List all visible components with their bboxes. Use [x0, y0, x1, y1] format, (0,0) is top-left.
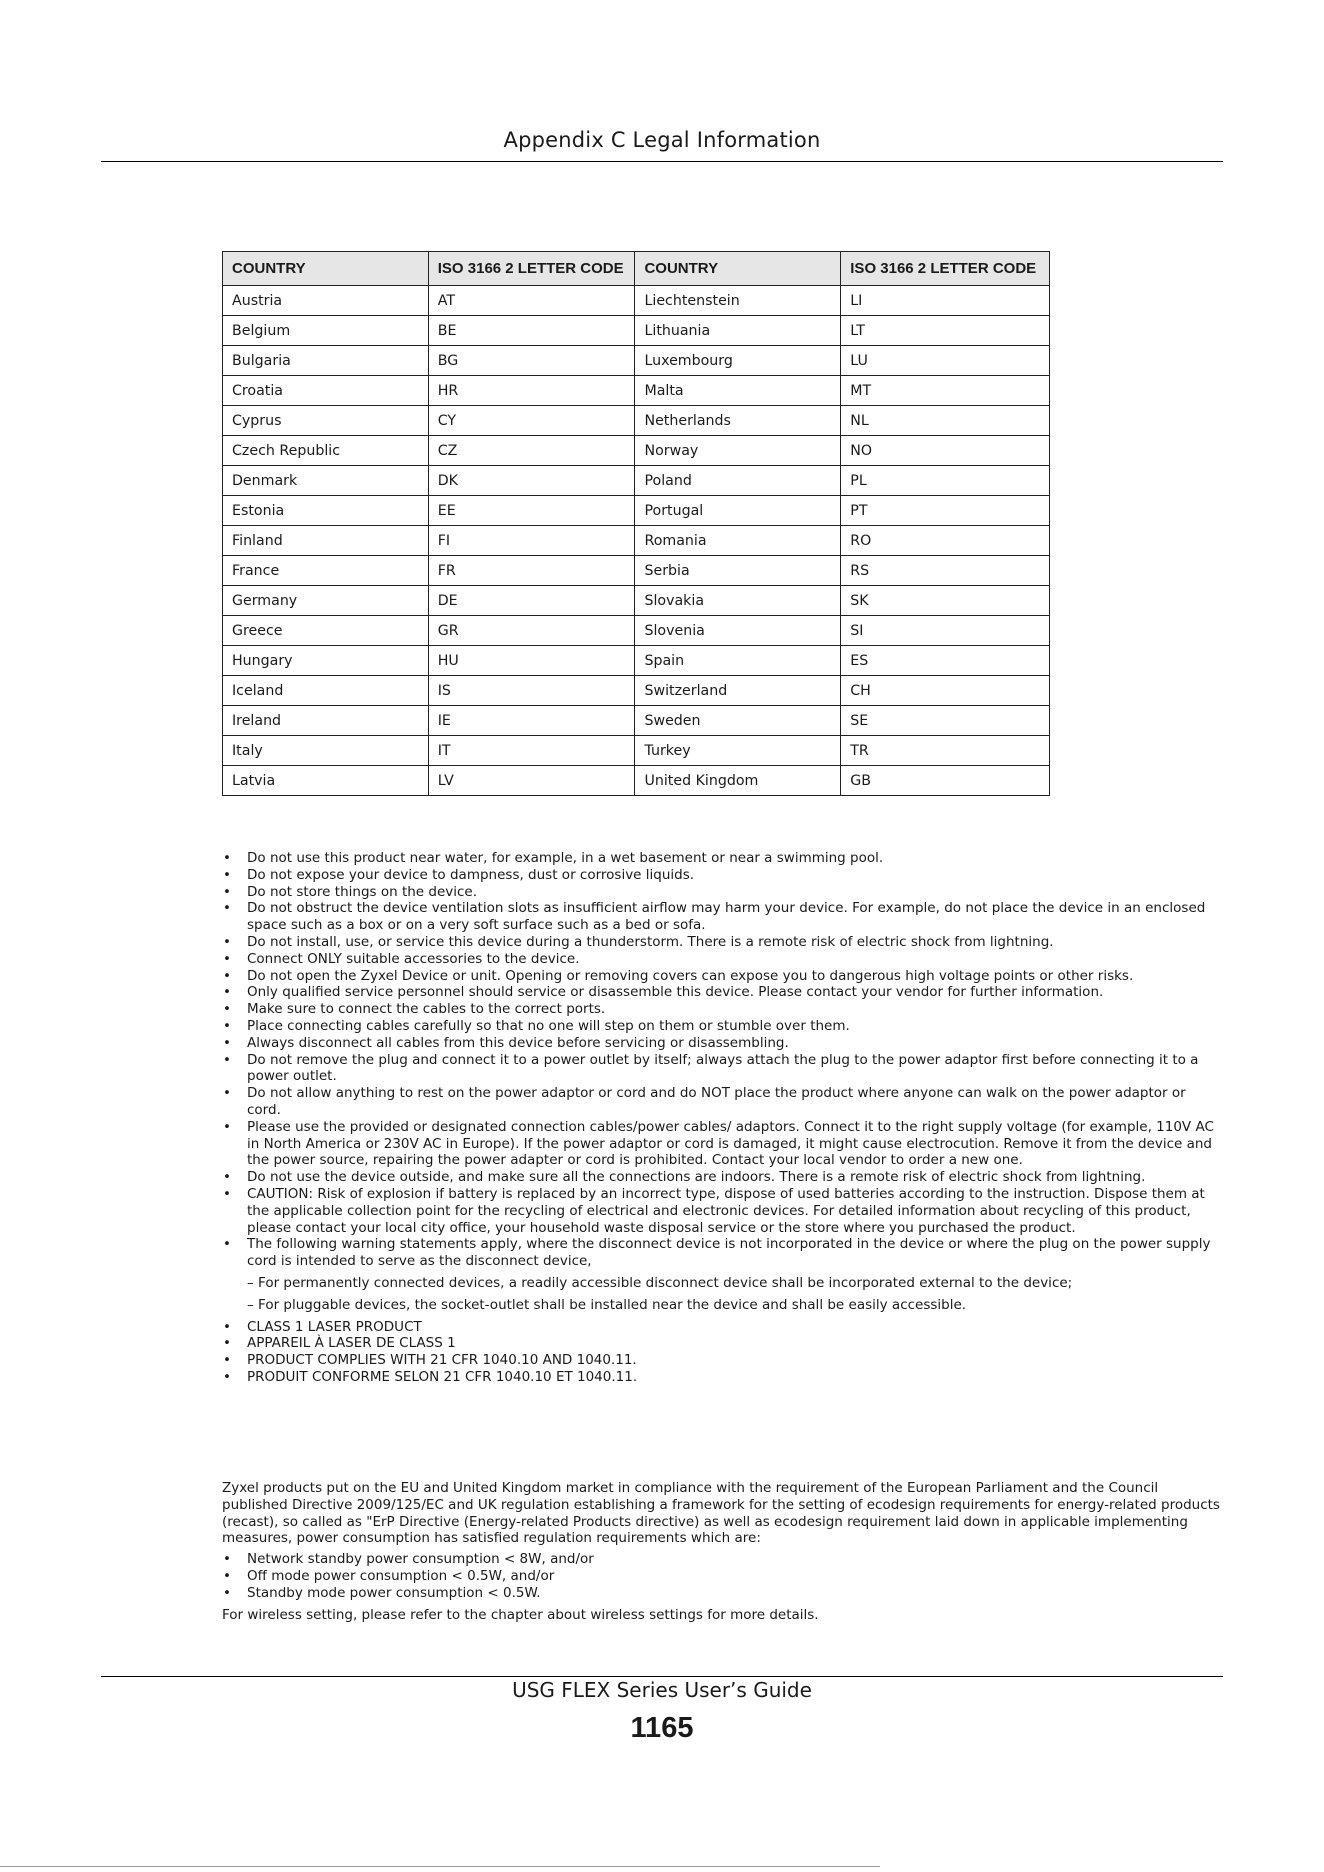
list-item: • Always disconnect all cables from this device before servicing or disassembling. — [222, 1035, 1222, 1052]
list-item: • The following warning statements apply, where the disconnect device is not incorporated in the device or where the plug on the power supply cord is intended to serve as the disconnect device, — [222, 1236, 1222, 1270]
page-header-title: Appendix C Legal Information — [503, 128, 821, 152]
table-row — [223, 346, 1050, 376]
country-cell: Luxembourg — [635, 346, 841, 376]
iso-code-cell: FR — [428, 556, 635, 586]
iso-code-cell: RO — [841, 526, 1050, 556]
erp-section — [222, 1480, 1222, 1627]
iso-code-cell: NO — [841, 436, 1050, 466]
table-row — [223, 706, 1050, 736]
iso-code-cell: MT — [841, 376, 1050, 406]
list-item: • Do not use the device outside, and make sure all the connections are indoors. There is a remote risk of electric shock from lightning. — [222, 1169, 1222, 1186]
iso-code-cell: GB — [841, 766, 1050, 796]
disconnect-note: – For permanently connected devices, a readily accessible disconnect device shall be incorporated external to the device; — [247, 1274, 1073, 1291]
list-item: • Place connecting cables carefully so that no one will step on them or stumble over them. — [222, 1018, 1222, 1035]
country-cell: Turkey — [635, 736, 841, 766]
table-row — [223, 586, 1050, 616]
iso-code-cell: FI — [428, 526, 635, 556]
iso-code-cell: TR — [841, 736, 1050, 766]
table-row — [223, 526, 1050, 556]
list-item: • Do not use this product near water, for example, in a wet basement or near a swimming pool. — [222, 850, 1222, 867]
country-cell: Hungary — [223, 646, 429, 676]
table-row — [223, 496, 1050, 526]
list-item: • Do not remove the plug and connect it to a power outlet by itself; always attach the plug to the power adaptor first before connecting it to a power outlet. — [222, 1052, 1222, 1086]
iso-code-cell: ES — [841, 646, 1050, 676]
column-header-country: COUNTRY — [635, 252, 841, 286]
country-cell: Croatia — [223, 376, 429, 406]
iso-code-cell: RS — [841, 556, 1050, 586]
list-item: • Do not open the Zyxel Device or unit. Opening or removing covers can expose you to dangerous high voltage points or other risks. — [222, 968, 1222, 985]
iso-code-cell: LT — [841, 316, 1050, 346]
list-item: • Network standby power consumption < 8W, and/or — [222, 1551, 1222, 1568]
list-item: • PRODUCT COMPLIES WITH 21 CFR 1040.10 AND 1040.11. — [222, 1352, 1222, 1369]
iso-code-cell: PT — [841, 496, 1050, 526]
list-item: • Standby mode power consumption < 0.5W. — [222, 1585, 1222, 1602]
iso-code-cell: EE — [428, 496, 635, 526]
safety-warnings-list — [222, 850, 1222, 1386]
country-cell: Netherlands — [635, 406, 841, 436]
country-cell: Greece — [223, 616, 429, 646]
iso-code-cell: CZ — [428, 436, 635, 466]
table-row — [223, 376, 1050, 406]
country-cell: Austria — [223, 286, 429, 316]
iso-code-cell: LI — [841, 286, 1050, 316]
country-cell: Slovenia — [635, 616, 841, 646]
footer-guide-title: USG FLEX Series User’s Guide — [512, 1678, 812, 1702]
list-item: • Do not allow anything to rest on the power adaptor or cord and do NOT place the product where anyone can walk on the power adaptor or cord. — [222, 1085, 1222, 1119]
country-cell: Spain — [635, 646, 841, 676]
country-cell: Portugal — [635, 496, 841, 526]
table-row — [223, 406, 1050, 436]
table-row — [223, 766, 1050, 796]
page-number: 1165 — [630, 1712, 694, 1744]
table-row — [223, 316, 1050, 346]
table-header-row — [223, 252, 1050, 286]
list-item: • PRODUIT CONFORME SELON 21 CFR 1040.10 ET 1040.11. — [222, 1369, 1222, 1386]
list-item: • Only qualified service personnel should service or disassemble this device. Please contact your vendor for further information. — [222, 984, 1222, 1001]
country-table-body — [223, 286, 1050, 796]
country-cell: Cyprus — [223, 406, 429, 436]
column-header-iso-code: ISO 3166 2 LETTER CODE — [428, 252, 635, 286]
list-item: • Do not obstruct the device ventilation slots as insufficient airflow may harm your device. For example, do not place the device in an enclosed space such as a box or on a very soft surface such as a bed or sofa. — [222, 900, 1222, 934]
country-cell: Denmark — [223, 466, 429, 496]
column-header-iso-code: ISO 3166 2 LETTER CODE — [841, 252, 1050, 286]
iso-code-cell: HU — [428, 646, 635, 676]
iso-code-cell: IT — [428, 736, 635, 766]
iso-code-cell: GR — [428, 616, 635, 646]
table-row — [223, 556, 1050, 586]
country-cell: Czech Republic — [223, 436, 429, 466]
iso-code-cell: SE — [841, 706, 1050, 736]
country-cell: Lithuania — [635, 316, 841, 346]
country-cell: Latvia — [223, 766, 429, 796]
table-row — [223, 466, 1050, 496]
country-cell: Slovakia — [635, 586, 841, 616]
table-row — [223, 436, 1050, 466]
erp-intro: Zyxel products put on the EU and United Kingdom market in compliance with the requirement of the European Parliament and the Council published Directive 2009/125/EC and UK regulation establishing a framework for the setting of ecodesign requirements for energy-related products (recast), so called as "ErP Directive (Energy-related Products directive) as well as ecodesign requirement laid down in applicable implementing measures, power consumption has satisfied regulation requirements which are: — [222, 1480, 1220, 1547]
table-row — [223, 616, 1050, 646]
iso-code-cell: SK — [841, 586, 1050, 616]
country-cell: Norway — [635, 436, 841, 466]
country-cell: Italy — [223, 736, 429, 766]
list-item: • Do not install, use, or service this device during a thunderstorm. There is a remote risk of electric shock from lightning. — [222, 934, 1222, 951]
list-item: • Do not store things on the device. — [222, 884, 1222, 901]
iso-code-cell: CH — [841, 676, 1050, 706]
country-cell: Serbia — [635, 556, 841, 586]
iso-code-cell: BG — [428, 346, 635, 376]
iso-code-cell: SI — [841, 616, 1050, 646]
list-item: • APPAREIL À LASER DE CLASS 1 — [222, 1335, 1222, 1352]
erp-requirements-list — [222, 1551, 1222, 1601]
erp-closing: For wireless setting, please refer to the chapter about wireless settings for more details. — [222, 1606, 819, 1623]
column-header-country: COUNTRY — [223, 252, 429, 286]
list-item: • CAUTION: Risk of explosion if battery is replaced by an incorrect type, dispose of used batteries according to the instruction. Dispose them at the applicable collection point for the recycling of electrical and electronic devices. For detailed information about recycling of this product, please contact your local city office, your household waste disposal service or the store where you purchased the product. — [222, 1186, 1222, 1236]
safety-warnings-section — [222, 850, 1222, 1386]
iso-code-cell: BE — [428, 316, 635, 346]
table-row — [223, 646, 1050, 676]
iso-code-cell: HR — [428, 376, 635, 406]
country-cell: Germany — [223, 586, 429, 616]
country-cell: Iceland — [223, 676, 429, 706]
iso-code-cell: NL — [841, 406, 1050, 436]
footer-divider — [101, 1676, 1223, 1677]
country-cell: Poland — [635, 466, 841, 496]
country-cell: United Kingdom — [635, 766, 841, 796]
iso-code-cell: DE — [428, 586, 635, 616]
table-row — [223, 286, 1050, 316]
table-row — [223, 736, 1050, 766]
list-item: • Off mode power consumption < 0.5W, and/or — [222, 1568, 1222, 1585]
iso-code-cell: DK — [428, 466, 635, 496]
country-cell: Finland — [223, 526, 429, 556]
list-item: • Connect ONLY suitable accessories to the device. — [222, 951, 1222, 968]
iso-code-cell: PL — [841, 466, 1050, 496]
country-cell: Bulgaria — [223, 346, 429, 376]
country-cell: Estonia — [223, 496, 429, 526]
country-cell: Belgium — [223, 316, 429, 346]
bottom-edge-line — [0, 1866, 880, 1867]
iso-code-cell: AT — [428, 286, 635, 316]
iso-code-cell: CY — [428, 406, 635, 436]
iso-code-cell: IE — [428, 706, 635, 736]
country-cell: Ireland — [223, 706, 429, 736]
country-cell: Romania — [635, 526, 841, 556]
list-item: • Please use the provided or designated connection cables/power cables/ adaptors. Connect it to the right supply voltage (for example, 110V AC in North America or 230V AC in Europe). If the power adaptor or cord is damaged, it might cause electrocution. Remove it from the device and the power source, repairing the power adapter or cord is prohibited. Contact your local vendor to order a new one. — [222, 1119, 1222, 1169]
disconnect-note: – For pluggable devices, the socket-outlet shall be installed near the device and shall be easily accessible. — [247, 1296, 967, 1313]
country-cell: Switzerland — [635, 676, 841, 706]
iso-code-cell: LV — [428, 766, 635, 796]
country-cell: Sweden — [635, 706, 841, 736]
table-row — [223, 676, 1050, 706]
country-cell: Liechtenstein — [635, 286, 841, 316]
country-cell: Malta — [635, 376, 841, 406]
country-cell: France — [223, 556, 429, 586]
list-item: • CLASS 1 LASER PRODUCT — [222, 1319, 1222, 1336]
country-code-table — [222, 251, 1050, 796]
iso-code-cell: IS — [428, 676, 635, 706]
header-divider — [101, 161, 1223, 162]
iso-code-cell: LU — [841, 346, 1050, 376]
list-item: • Make sure to connect the cables to the correct ports. — [222, 1001, 1222, 1018]
list-item: • Do not expose your device to dampness, dust or corrosive liquids. — [222, 867, 1222, 884]
